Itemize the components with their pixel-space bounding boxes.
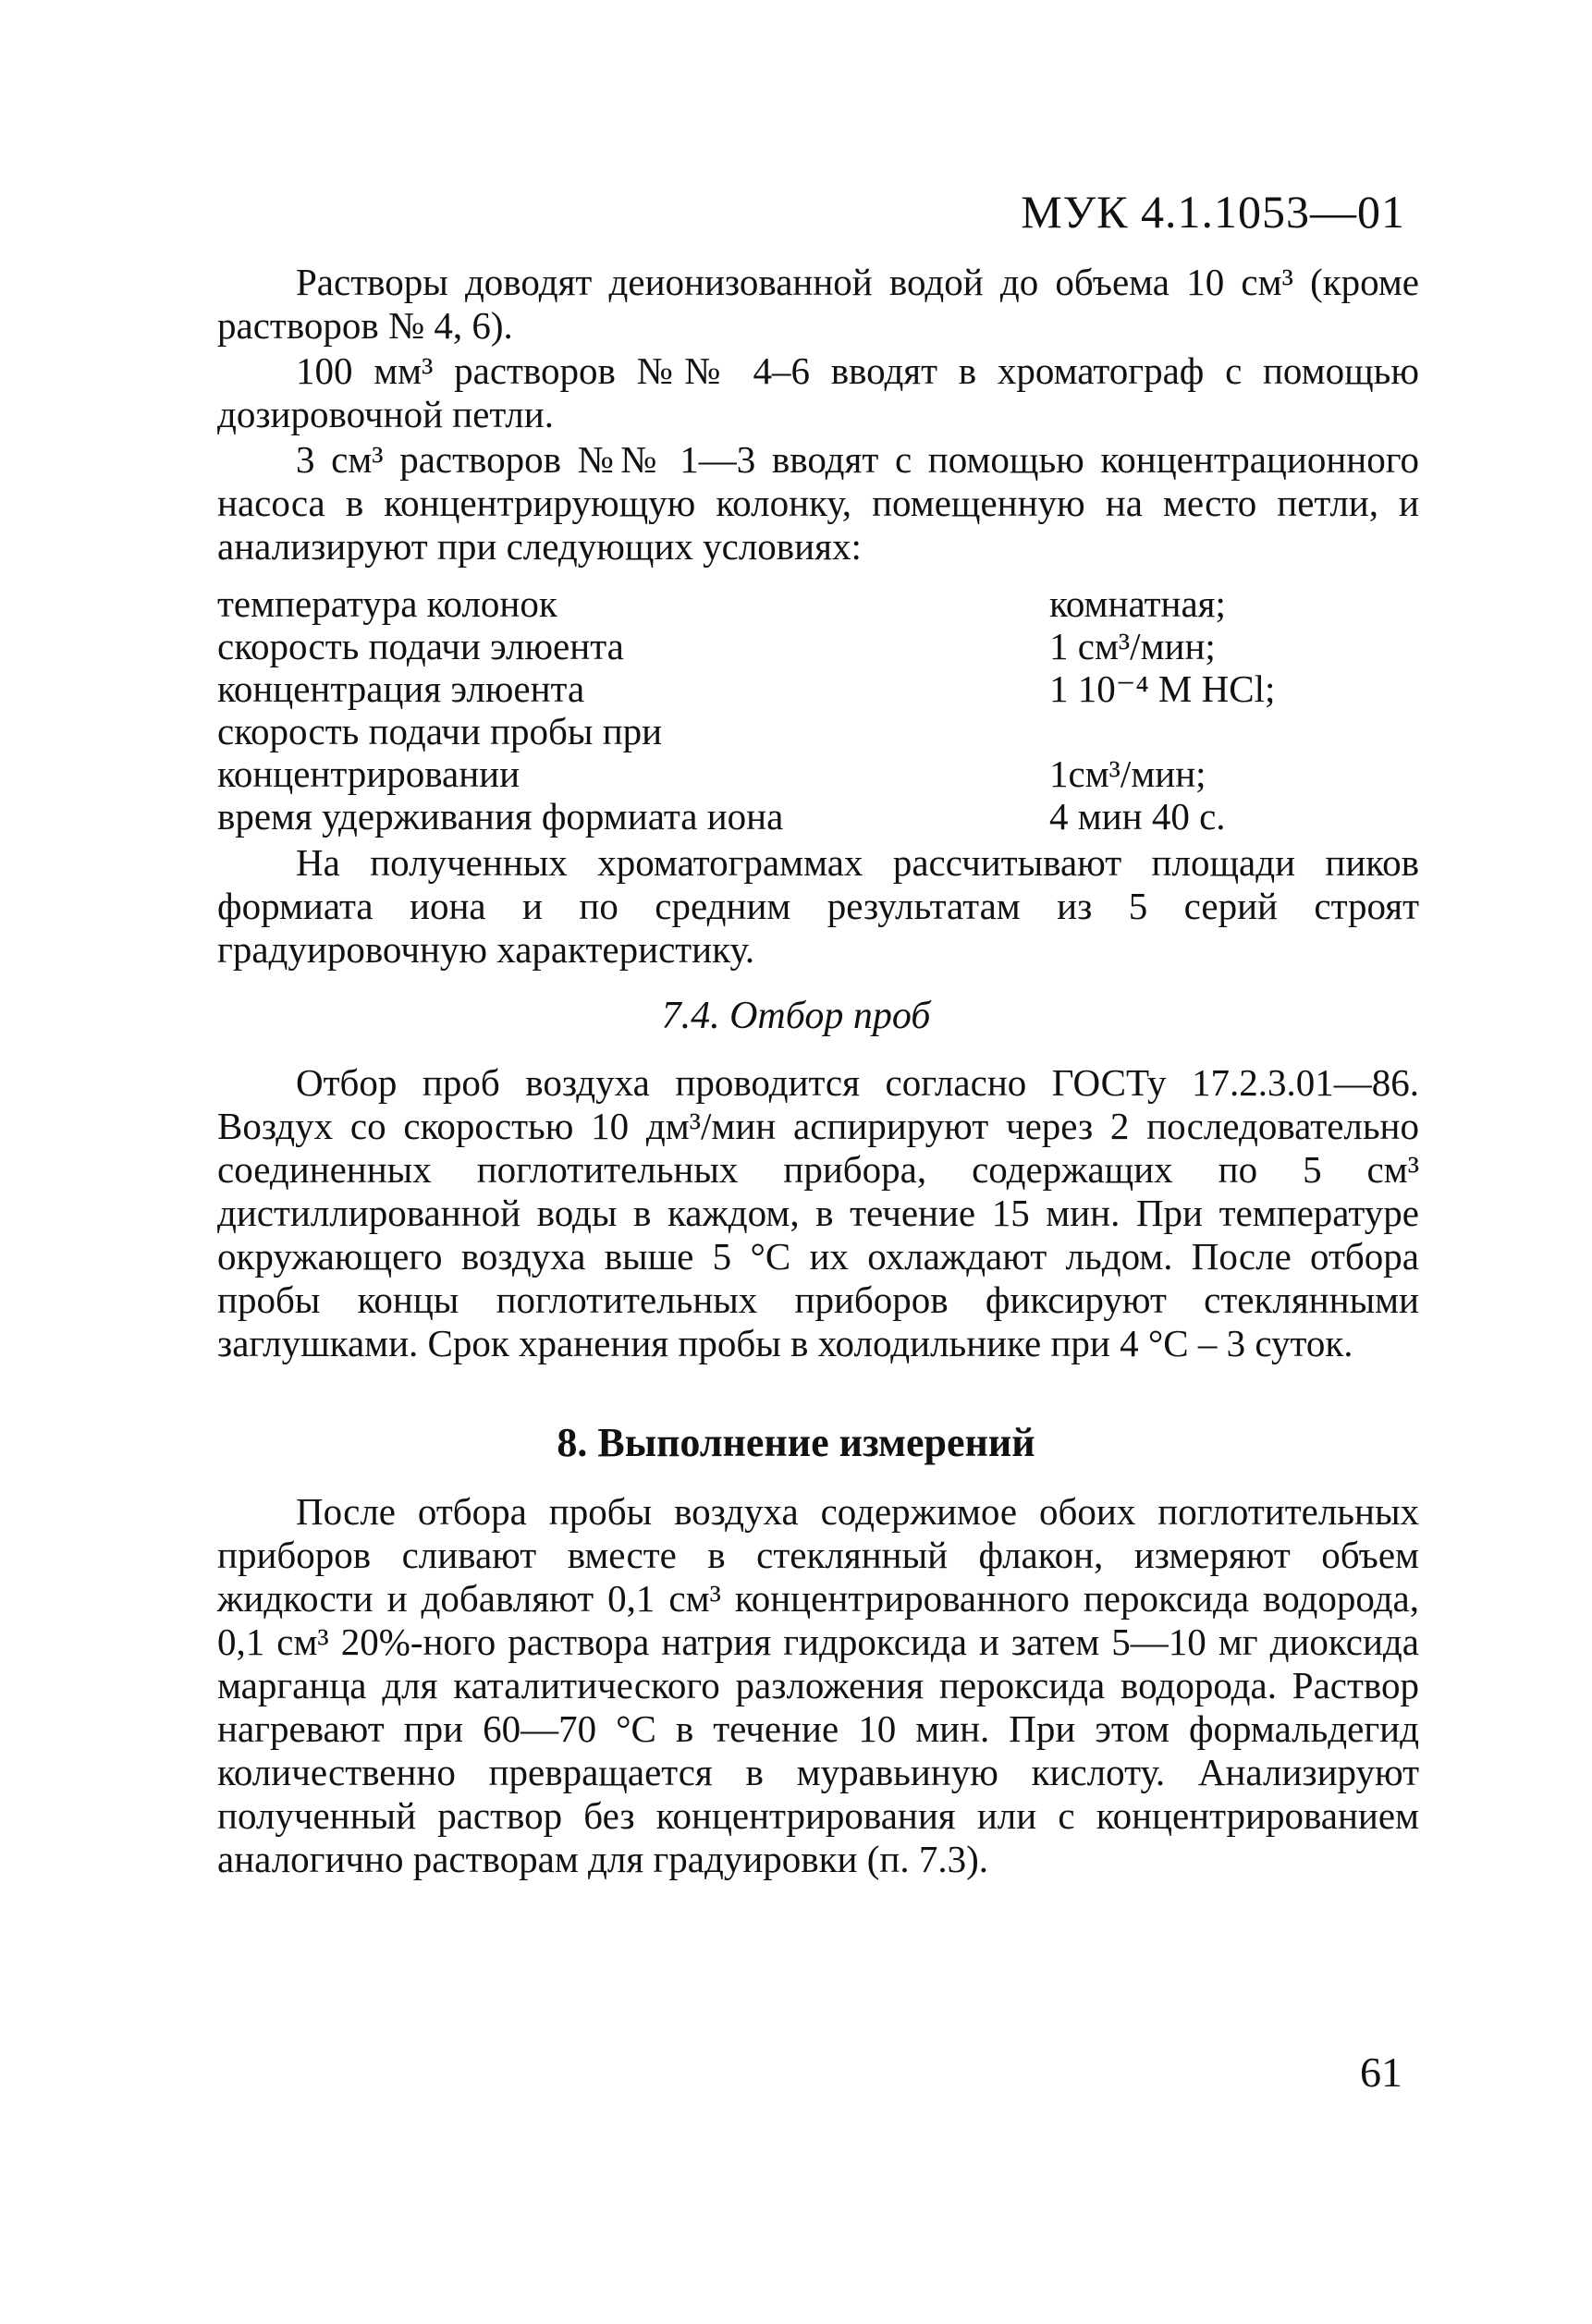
- paragraph-measurement: После отбора пробы воздуха содержимое обоих поглотительных приборов сливают вместе в стеклянный флакон, измеряют объем жидкости и добавляют 0,1 см³ концентрированного пероксида водорода, 0,1 см³ 20%-ного раствора натрия гидроксида и затем 5—10 мг диоксида марганца для каталитического разложения пероксида водорода. Раствор нагревают при 60—70 °С в течение 10 мин. При этом формальдегид количественно превращается в муравьиную кислоту. Анализируют полученный раствор без концентрирования или с концентрированием аналогично растворам для градуировки (п. 7.3).: [217, 1490, 1419, 1880]
- condition-name: концентрировании: [217, 752, 520, 795]
- condition-value: 1 см³/мин;: [1049, 625, 1216, 667]
- condition-row: [217, 752, 1419, 795]
- condition-row: [217, 795, 1419, 838]
- condition-name: температура колонок: [217, 582, 557, 625]
- paragraph-sampling: Отбор проб воздуха проводится согласно ГОСТу 17.2.3.01—86. Воздух со скоростью 10 дм³/мин аспирируют через 2 последовательно соединенных поглотительных прибора, содержащих по 5 см³ дистиллированной воды в каждом, в течение 15 мин. При температуре окружающего воздуха выше 5 °С их охлаждают льдом. После отбора пробы концы поглотительных приборов фиксируют стеклянными заглушками. Срок хранения пробы в холодильнике при 4 °С – 3 суток.: [217, 1061, 1419, 1364]
- condition-value: комнатная;: [1049, 582, 1226, 625]
- condition-value: 1см³/мин;: [1049, 752, 1206, 795]
- condition-row: [217, 710, 1419, 752]
- condition-name: скорость подачи элюента: [217, 625, 624, 667]
- section-title: 8. Выполнение измерений: [557, 1420, 1035, 1465]
- condition-value: 1 10⁻⁴ М HCl;: [1049, 667, 1276, 710]
- condition-row: [217, 582, 1419, 625]
- subsection-title: 7.4. Отбор проб: [661, 995, 931, 1037]
- conditions-list: [217, 582, 1419, 838]
- condition-name: время удерживания формиата иона: [217, 795, 784, 838]
- condition-row: [217, 625, 1419, 667]
- condition-row: [217, 667, 1419, 710]
- paragraph-injection: 100 мм³ растворов №№ 4–6 вводят в хроматограф с помощью дозировочной петли.: [217, 349, 1419, 435]
- paragraph-concentration: 3 см³ растворов №№ 1—3 вводят с помощью концентрационного насоса в концентрирующую колонку, помещенную на место петли, и анализируют при следующих условиях:: [217, 438, 1419, 568]
- condition-value: 4 мин 40 с.: [1049, 795, 1226, 838]
- condition-name: концентрация элюента: [217, 667, 585, 710]
- paragraph-chromatograms: На полученных хроматограммах рассчитывают площади пиков формиата иона и по средним результатам из 5 серий строят градуировочную характеристику.: [217, 841, 1419, 971]
- paragraph-solutions-volume: Растворы доводят деионизованной водой до объема 10 см³ (кроме растворов № 4, 6).: [217, 261, 1419, 347]
- condition-name: скорость подачи пробы при: [217, 710, 663, 752]
- page-number: 61: [1360, 2049, 1402, 2096]
- document-code: МУК 4.1.1053—01: [1021, 186, 1405, 238]
